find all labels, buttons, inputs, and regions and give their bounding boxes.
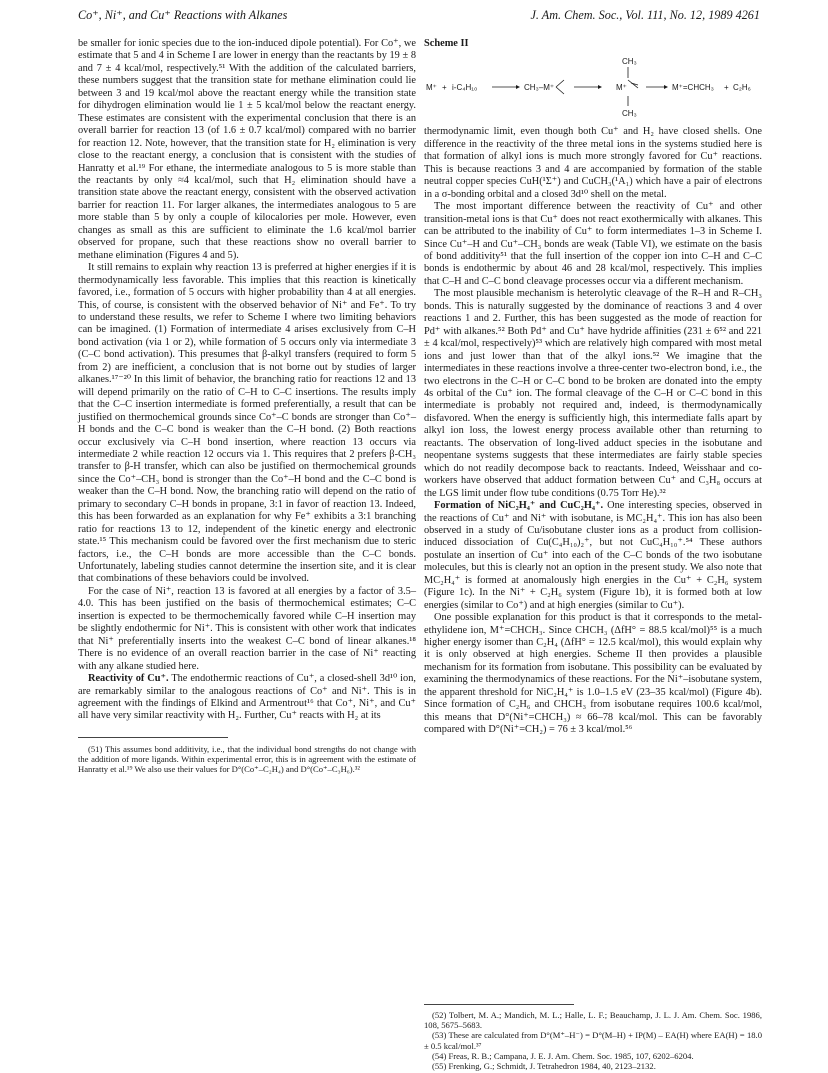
- paragraph-text: One interesting species, observed in the reactions of Cu⁺ and Ni⁺ with isobutane, is MC₂H₄⁺. This ion has also been observed in a study of Cu/isobutane cluster ions as a product from collision-induced dissociation of Cu(C₄H₁₀)₂⁺, but not CuC₄H₁₀⁺.⁵⁴ These authors postulate an insertion of Cu⁺ into each of the C–C bonds of the two isobutane molecules, but this is clearly not an option in the present study. We also note that MC₂H₄⁺ is formed at anomalously high energies in the Cu⁺ + C₂H₆ system (Figure 1c). In the Ni⁺ + C₂H₆ system (Figure 1b), it is formed both at low energies (similar to Co⁺) and at high energies (similar to Cu⁺).: [424, 500, 762, 611]
- scheme-intermediate: CH₃–M⁺: [524, 83, 555, 93]
- footnote-rule: [78, 737, 228, 738]
- scheme-reactant-metal: M⁺: [426, 83, 437, 93]
- section-heading: Formation of NiC₂H₄⁺ and CuC₂H₄⁺.: [434, 500, 604, 512]
- running-header: [78, 8, 760, 26]
- header-journal: J. Am. Chem. Soc., Vol. 111, No. 12, 1989 4261: [530, 8, 760, 22]
- paragraph: The most plausible mechanism is heterolytic cleavage of the R–H and R–CH₃ bonds. This is naturally suggested by the dominance of reactions 3 and 4 over reactions 1 and 2. Further, this has been suggested as the mode of reaction for Pd⁺ with alkanes.⁵² Both Pd⁺ and Cu⁺ have hydride affinities (231 ± 6⁵² and 221 ± 4 kcal/mol, respectively)⁵³ which are relatively high compared with most metal ions and just lower than that of the alkyl ions.⁵² We imagine that the intermediates in these reactions involve a three-center two-electron bond, i.e., the two electrons in the C–H or C–C bond to be broken are donated into the empty 4s orbital of the Cu⁺ ion. The formal cleavage of the C–H or C–C bond in this intermediate is probably not required and, indeed, is thermodynamically disfavored. When the energy is sufficiently high, this intermediate falls apart by alkyl ion loss, the lowest energy process available other than returning to reactants. The observation of long-lived adduct species in the isobutane and neopentane systems suggests that these intermediates are fairly stable species which do not readily decompose back to reactants. Indeed, Weisshaar and co-workers have observed that adduct formation between Cu⁺ and C₃H₈ occurs at the LGS limit under flow tube conditions (0.75 Torr He).³²: [424, 288, 762, 499]
- paragraph: For the case of Ni⁺, reaction 13 is favored at all energies by a factor of 3.5–4.0. This has been justified on the basis of thermochemical estimates; C–C insertion is expected to be thermochemically favored while C–H insertion may be slightly endothermic for Ni⁺. This is consistent with other work that indicates that Ni⁺ preferentially inserts into the weakest C–C bond of linear alkanes.¹⁸ There is no evidence of an overall reaction barrier in the case of Ni⁺ reacting with any alkane studied here.: [78, 585, 416, 672]
- header-title: Co⁺, Ni⁺, and Cu⁺ Reactions with Alkanes: [78, 8, 288, 22]
- paragraph: The most important difference between the reactivity of Cu⁺ and other transition-metal ions is that Cu⁺ does not react exothermically with alkanes. This can be attributed to the inability of Cu⁺ to form intermediates 1–3 in Scheme I. Since Cu⁺–H and Cu⁺–CH₃ bonds are weak (Table VI), we estimate on the basis of bond additivity⁵¹ that the full insertion of the copper ion into C–H and C–C bonds is endothermic by about 46 and 28 kcal/mol, respectively. This implies that C–H and C–C bond cleavage processes occur via a different mechanism.: [424, 201, 762, 287]
- arrow-2: [574, 85, 602, 89]
- right-column: [424, 38, 762, 737]
- footnote: (52) Tolbert, M. A.; Mandich, M. L.; Halle, L. F.; Beauchamp, J. L. J. Am. Chem. Soc. 1986, 108, 5675–5683.: [424, 1010, 762, 1031]
- footnote: (54) Freas, R. B.; Campana, J. E. J. Am. Chem. Soc. 1985, 107, 6202–6204.: [432, 1050, 694, 1061]
- paragraph: thermodynamic limit, even though both Cu⁺ and H₂ have closed shells. One difference in the reactivity of the three metal ions in the systems studied here is that formation of alkyl ions is much more strongly favored for Cu⁺ reactions. This is because reactions 3 and 4 are accompanied by formation of the stable neutral copper species CuH(¹Σ⁺) and CuCH₃(¹A₁) which have a pair of electrons in a σ-bonding orbital and a closed 3d¹⁰ shell on the metal.: [424, 126, 762, 200]
- scheme-product-ethane: C₂H₆: [733, 83, 751, 93]
- scheme-ii-diagram: [424, 50, 762, 120]
- paragraph: It still remains to explain why reaction 13 is preferred at higher energies if it is thermodynamically less favorable. This implies that this reaction is kinetically favored, i.e., formation of 5 occurs with higher probability than 4 at all energies. This, of course, is consistent with the observed behavior of Ni⁺ and Fe⁺. To try to understand these results, we refer to Scheme I where two limiting behaviors can be imagined. (1) Formation of intermediate 4 arises exclusively from C–H bond activation (via 1 or 2), while formation of 5 occurs only via intermediate 3 (C–C bond activation). This presumes that β-alkyl transfers (required to form 5 from 2) are inefficient, a conclusion that is not borne out by studies of larger alkanes.¹⁷⁻²⁰ In this limit of behavior, the branching ratio for reactions 12 and 13 will depend primarily on the ratio of C–H to C–C insertions. The results imply that the C–C insertion intermediate is formed preferentially, a result that can be justified on thermochemical grounds since Co⁺–C bonds are stronger than Co⁺–H bonds and the C–C bond is weaker than the C–H bond. (2) Both reactions occur exclusively via C–H bond insertion, where reaction 13 occurs via intermediate 2 while reaction 12 occurs via 1. This requires that 2 prefers β-CH₃ transfer to β-H transfer, which can also be justified on thermochemical grounds since the Co⁺–CH₃ bond is stronger than the Co⁺–H bond and the C–C bond is weaker than the C–H bond. Now, the branching ratio will depend on the ratio of primary to secondary C–H bonds in propane, 3:1 in favor of reaction 13. Indeed, this has been forwarded as an explanation for why Fe⁺ exhibits a 3:1 branching ratio for reactions 13 to 12, independent of the kinetic energy and electronic state.¹⁵ This mechanism could be favored over the first mechanism due to steric factors, i.e., the C–H bonds are more accessible than the C–C bonds. Unfortunately, labeling studies cannot determine the insertion site, and it is clear that combinations of these behaviors could be involved.: [78, 262, 416, 585]
- scheme-title: Scheme II: [424, 38, 469, 49]
- scheme-plus: +: [442, 83, 447, 93]
- scheme-ch3-top: CH₃: [622, 57, 637, 67]
- footnote: (55) Frenking, G.; Schmidt, J. Tetrahedron 1984, 40, 2123–2132.: [432, 1061, 656, 1072]
- intermediate-branch: [556, 80, 564, 94]
- scheme-product-ethylidene: M⁺=CHCH₃: [672, 83, 714, 93]
- paragraph: One possible explanation for this product is that it corresponds to the metal-ethylidene ion, M⁺=CHCH₃. Since CHCH₃ (ΔfH° = 88.5 kcal/mol)⁵⁵ is a much higher energy isomer than C₂H₄ (ΔfH° = 12.5 kcal/mol), this would explain why it is only observed at high energies. Scheme II then provides a plausible mechanism for its formation from isobutane. This possibility can be evaluated by examining the thermodynamics of these reactions. For the Ni⁺–isobutane system, the apparent threshold for NiC₂H₄⁺ is 1.0–1.5 eV (23–35 kcal/mol) (Figure 4b). Since formation of C₂H₆ and CHCH₃ from isobutane requires 100.6 kcal/mol, this means that D°(Ni⁺=CHCH₃) ≈ 66–78 kcal/mol. This can be favorably compared with D°(Ni⁺=CH₂) = 76 ± 3 kcal/mol.⁵⁶: [424, 612, 762, 736]
- scheme-plus-2: +: [724, 83, 729, 93]
- paragraph: be smaller for ionic species due to the ion-induced dipole potential). For Co⁺, we estimate that 5 and 4 in Scheme I are lower in energy than the reactants by 19 ± 8 and 7 ± 4 kcal/mol, respectively.⁵¹ With the addition of the calculated barriers, these numbers suggest that the transition state for methane elimination could lie between 3 and 19 kcal/mol above the reactant energy while the transition state for dihydrogen elimination would lie 1 ± 5 kcal/mol below the reactant energy. These estimates are consistent with the experimental conclusion that there is an overall barrier for reaction 13 (of 1.6 ± 0.7 kcal/mol) compared with no barrier for reaction 12. Note, however, that the transition state for H₂ elimination is very close to the reactant energy, a conclusion that is consistent with the studies of Hanratty et al.¹⁹ For ethane, the intermediate analogous to 5 is more stable than the reactants by only ≈4 kcal/mol, such that H₂ elimination should have a transition state above the reactant energy, consistent with the observed activation barrier for reaction 11. For larger alkanes, the intermediates analogous to 5 are more stable than 5 by only a couple of kilocalories per mole. However, even changes as small as this are sufficient to eliminate the 1.6 kcal/mol barrier observed for propane, such that these reactions show no overall barrier to methane elimination (Figures 4 and 5).: [78, 38, 416, 261]
- left-column: [78, 38, 416, 775]
- footnote: (53) These are calculated from D°(M⁺–H⁻) = D°(M–H) + IP(M) – EA(H) where EA(H) = 18.0 ± 0.5 kcal/mol.³⁷: [424, 1030, 762, 1051]
- scheme-complex-metal: M⁺: [616, 83, 627, 93]
- arrow-3: [646, 85, 668, 89]
- scheme-ch3-bottom: CH₃: [622, 109, 637, 119]
- section-heading: Reactivity of Cu⁺.: [88, 673, 169, 685]
- paragraph: [424, 500, 762, 612]
- arrow-1: [492, 85, 520, 89]
- paragraph: [78, 673, 416, 723]
- paragraph-text: The endothermic reactions of Cu⁺, a closed-shell 3d¹⁰ ion, are remarkably similar to the analogous reactions of Co⁺ and Ni⁺. This is in agreement with the findings of Elkind and Armentrout¹⁶ that Co⁺, Ni⁺, and Cu⁺ all have very similar reactivity with H₂. Further, Cu⁺ reacts with H₂ at its: [78, 673, 416, 722]
- right-footnotes: [424, 1004, 762, 1071]
- footnote: (51) This assumes bond additivity, i.e., that the individual bond strengths do not change with the addition of more ligands. Within experimental error, this is in agreement with the estimate of Hanratty et al.¹⁹ We also use their values for D°(Co⁺–C₂H₄) and D°(Co⁺–C₃H₆).³²: [78, 743, 416, 775]
- footnote-rule: [424, 1004, 574, 1005]
- scheme-reactant-isobutane: i-C₄H₁₀: [452, 83, 478, 93]
